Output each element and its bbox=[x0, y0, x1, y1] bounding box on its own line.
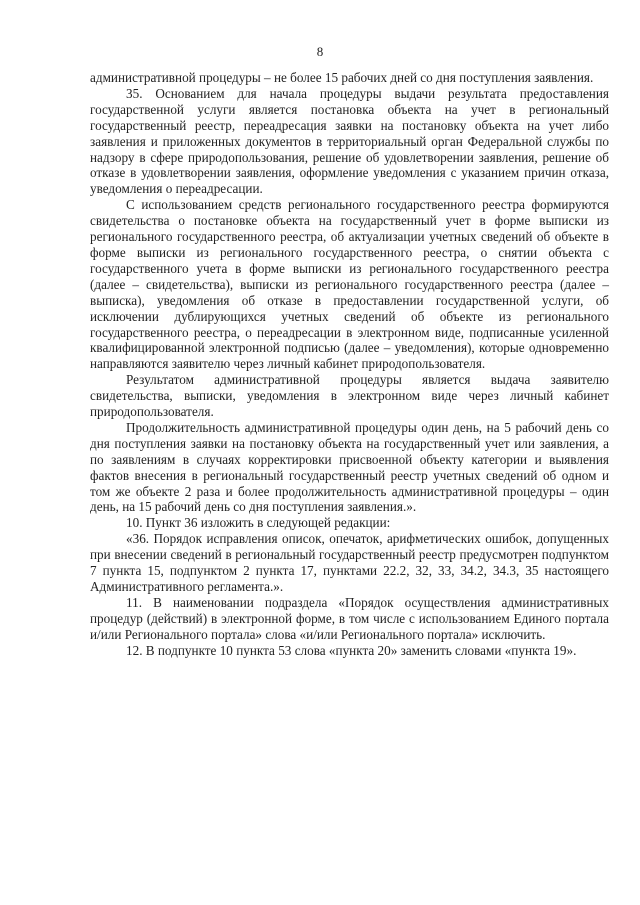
paragraph-procedure-result: Результатом административной процедуры является выдача заявителю свидетельства, выписки, уведомления в электронном виде через личный кабинет природопользователя. bbox=[90, 372, 609, 420]
paragraph-item-36-text: «36. Порядок исправления описок, опечаток, арифметических ошибок, допущенных при внесении сведений в региональный государственный реестр предусмотрен подпунктом 7 пункта 15, подпунктом 2 пункта 17, пунктами 22.2, 32, 33, 34.2, 34.3, 35 настоящего Административного регламента.». bbox=[90, 531, 609, 594]
paragraph-registry-documents: С использованием средств регионального государственного реестра формируются свидетельства о постановке объекта на государственный учет в форме выписки из регионального государственного реестра, об актуализации учетных сведений об объекте в форме выписки из регионального государственного реестра, о снятии объекта с государственного учета в форме выписки из регионального государственного реестра (далее – свидетельства), выписки из регионального государственного реестра (далее – выписка), уведомления об отказе в предоставлении государственной услуги, об исключении дублирующихся учетных сведений об объекте из регионального государственного реестра, о переадресации в электронном виде, подписанные усиленной квалифицированной электронной подписью (далее – уведомления), которые одновременно направляются заявителю через личный кабинет природопользователя. bbox=[90, 197, 609, 372]
paragraph-item-12: 12. В подпункте 10 пункта 53 слова «пункта 20» заменить словами «пункта 19». bbox=[126, 642, 577, 658]
paragraph-item-35: 35. Основанием для начала процедуры выдачи результата предоставления государственной услуги является постановка объекта на учет в региональный государственный реестр, переадресация заявки на постановку объекта на учет либо заявления и приложенных документов в территориальный орган Федеральной службы по надзору в сфере природопользования, решение об удовлетворении заявления, решение об отказе в удовлетворении заявления, оформление уведомления с указанием причин отказа, уведомления о переадресации. bbox=[90, 85, 609, 197]
paragraph-procedure-duration: Продолжительность административной процедуры один день, на 5 рабочий день со дня поступления заявки на постановку объекта на государственный учет или заявления, а по заявлениям в случаях корректировки присвоенной объекту категории и выявления фактов внесения в региональный государственный реестр учетных сведений об одном и том же объекте 2 раза и более продолжительность административной процедуры – один день, на 15 рабочий день со дня поступления заявления.». bbox=[90, 419, 609, 515]
paragraph-continuation: административной процедуры – не более 15 рабочих дней со дня поступления заявления. bbox=[90, 70, 594, 85]
paragraph-item-11: 11. В наименовании подраздела «Порядок осуществления административных процедур (действий) в электронной форме, в том числе с использованием Единого портала и/или Регионального портала» слова «и/или Регионального портала» исключить. bbox=[90, 594, 609, 642]
page-number: 8 bbox=[316, 44, 324, 59]
paragraph-item-10: 10. Пункт 36 изложить в следующей редакции: bbox=[126, 515, 391, 531]
document-body bbox=[90, 70, 609, 659]
